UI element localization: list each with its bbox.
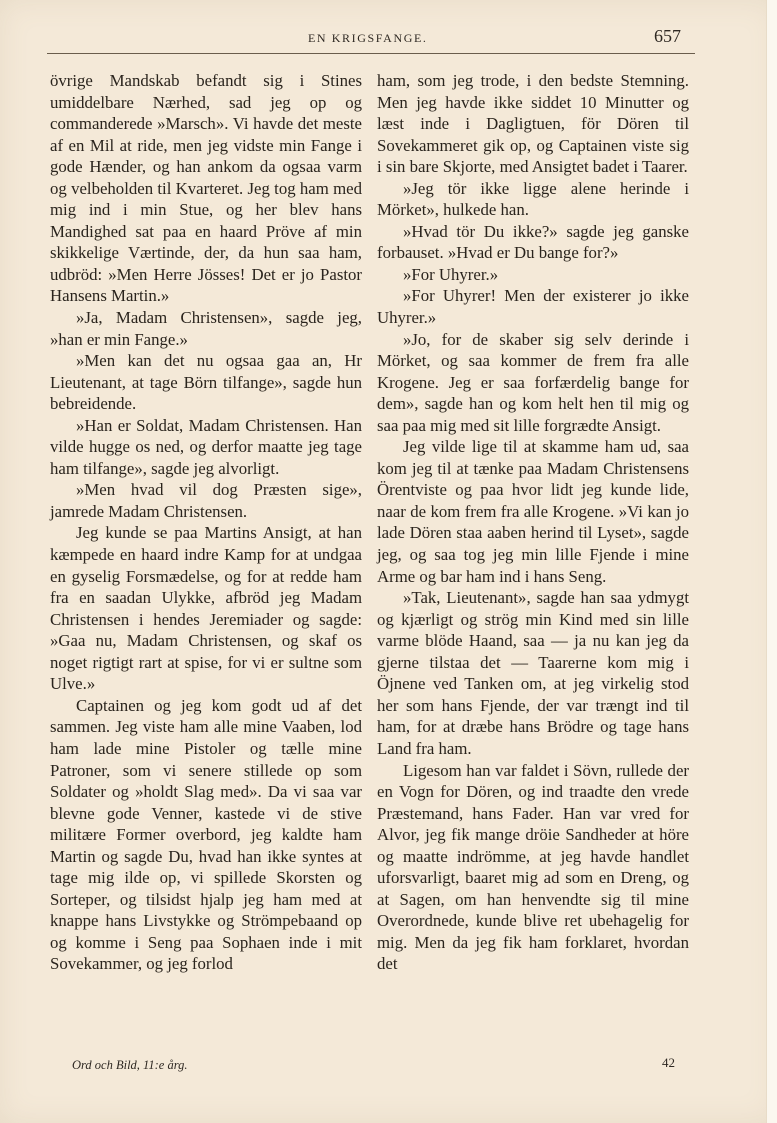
paragraph: »Hvad tör Du ikke?» sagde jeg ganske forbauset. »Hvad er Du bange for?» — [377, 221, 689, 263]
running-head: EN KRIGSFANGE. — [308, 31, 428, 45]
paragraph: »For Uhyrer.» — [403, 264, 499, 284]
paragraph: »Han er Soldat, Madam Christensen. Han vilde hugge os ned, og derfor maatte jeg tage ham tilfange», sagde jeg alvorligt. — [50, 415, 362, 478]
paragraph: övrige Mandskab befandt sig i Stines umiddelbare Nærhed, sad jeg op og commanderede »Marsch». Vi havde det meste af en Mil at ride, men jeg vidste min Fange i gode Hænder, og han ankom da ogsaa varm og velbeholden til Kvarteret. Jeg tog ham med mig ind i min Stue, og her blev hans Mandighed sat paa en haard Pröve af min skikkelige Værtinde, der, da hun saa ham, udbröd: »Men Herre Jösses! Det er jo Pastor Hansens Martin.» — [50, 71, 362, 306]
paragraph: Jeg kunde se paa Martins Ansigt, at han kæmpede en haard indre Kamp for at undgaa en gyselig Forsmædelse, og for at redde ham fra en saadan Ulykke, afbröd jeg Madam Christensen i hendes Jeremiader og sagde: »Gaa nu, Madam Christensen, og skaf os noget rigtigt rart at spise, for vi er sultne som Ulve.» — [50, 523, 362, 694]
page-number: 657 — [654, 26, 681, 46]
left-text-column — [50, 70, 362, 975]
journal-footer: Ord och Bild, 11:e årg. — [72, 1058, 188, 1072]
paragraph: »For Uhyrer! Men der existerer jo ikke Uhyrer.» — [377, 286, 689, 328]
paragraph: Captainen og jeg kom godt ud af det sammen. Jeg viste ham alle mine Vaaben, lod ham lade mine Pistoler og tælle mine Patroner, som vi senere stillede op som Soldater og »holdt Slag med». Da vi saa var blevne gode Venner, kastede vi de stive militære Former overbord, jeg kaldte ham Martin og sagde Du, hvad han ikke syntes at tage mig ilde op, vi spillede Skorsten og Sorteper, og tilsidst hjalp jeg ham med at knappe hans Livstykke og Strömpebaand op og komme i Seng paa Sophaen inde i mit Sovekammer, og jeg forlod — [50, 695, 362, 974]
paragraph: Ligesom han var faldet i Sövn, rullede der en Vogn for Dören, og ind traadte den vrede Præstemand, hans Fader. Han var vred for Alvor, jeg fik mange dröie Sandheder at höre og maatte indrömme, at jeg havde handlet uforsvarligt, baaret mig ad som en Dreng, og at Sagen, om han henvendte sig til mine Overordnede, kunde blive ret ubehagelig for mig. Men da jeg fik ham forklaret, hvordan det — [377, 760, 689, 974]
paragraph: »Tak, Lieutenant», sagde han saa ydmygt og kjærligt og strög min Kind med sin lille varme blöde Haand, saa — ja nu kan jeg da gjerne tilstaa det — Taarerne kom mig i Öjnene ved Tanken om, at jeg virkelig stod her som hans Fjende, der var trængt ind til ham, for at dræbe hans Brödre og tage hans Land fra ham. — [377, 588, 689, 758]
paragraph: Jeg vilde lige til at skamme ham ud, saa kom jeg til at tænke paa Madam Christensens Örentviste og paa hvor lidt jeg kunde lide, naar de kom frem fra alle Krogene. »Vi kan jo lade Dören staa aaben herind til Lyset», sagde jeg, og saa tog jeg min lille Fjende i mine Arme og bar ham ind i hans Seng. — [377, 437, 689, 586]
paragraph: »Men kan det nu ogsaa gaa an, Hr Lieutenant, at tage Börn tilfange», sagde hun bebreidende. — [50, 351, 362, 414]
paragraph: »Jo, for de skaber sig selv derinde i Mörket, og saa kommer de frem fra alle Krogene. Jeg er saa forfærdelig bange for dem», sagde han og kom helt hen til mig og saa paa mig med sit lille forgrædte Ansigt. — [377, 329, 689, 435]
signature-mark: 42 — [662, 1055, 675, 1070]
page-edge — [766, 0, 777, 1123]
paragraph: »Jeg tör ikke ligge alene herinde i Mörket», hulkede han. — [377, 178, 689, 220]
paragraph: »Men hvad vil dog Præsten sige», jamrede Madam Christensen. — [50, 480, 362, 521]
paragraph: ham, som jeg trode, i den bedste Stemning. Men jeg havde ikke siddet 10 Minutter og læst inde i Dagligtuen, för Dören til Sovekammeret gik op, og Captainen viste sig i sin bare Skjorte, med Ansigtet badet i Taarer. — [377, 71, 689, 177]
paragraph: »Ja, Madam Christensen», sagde jeg, »han er min Fange.» — [50, 308, 362, 349]
header-rule — [47, 53, 695, 54]
right-text-column — [377, 70, 689, 975]
